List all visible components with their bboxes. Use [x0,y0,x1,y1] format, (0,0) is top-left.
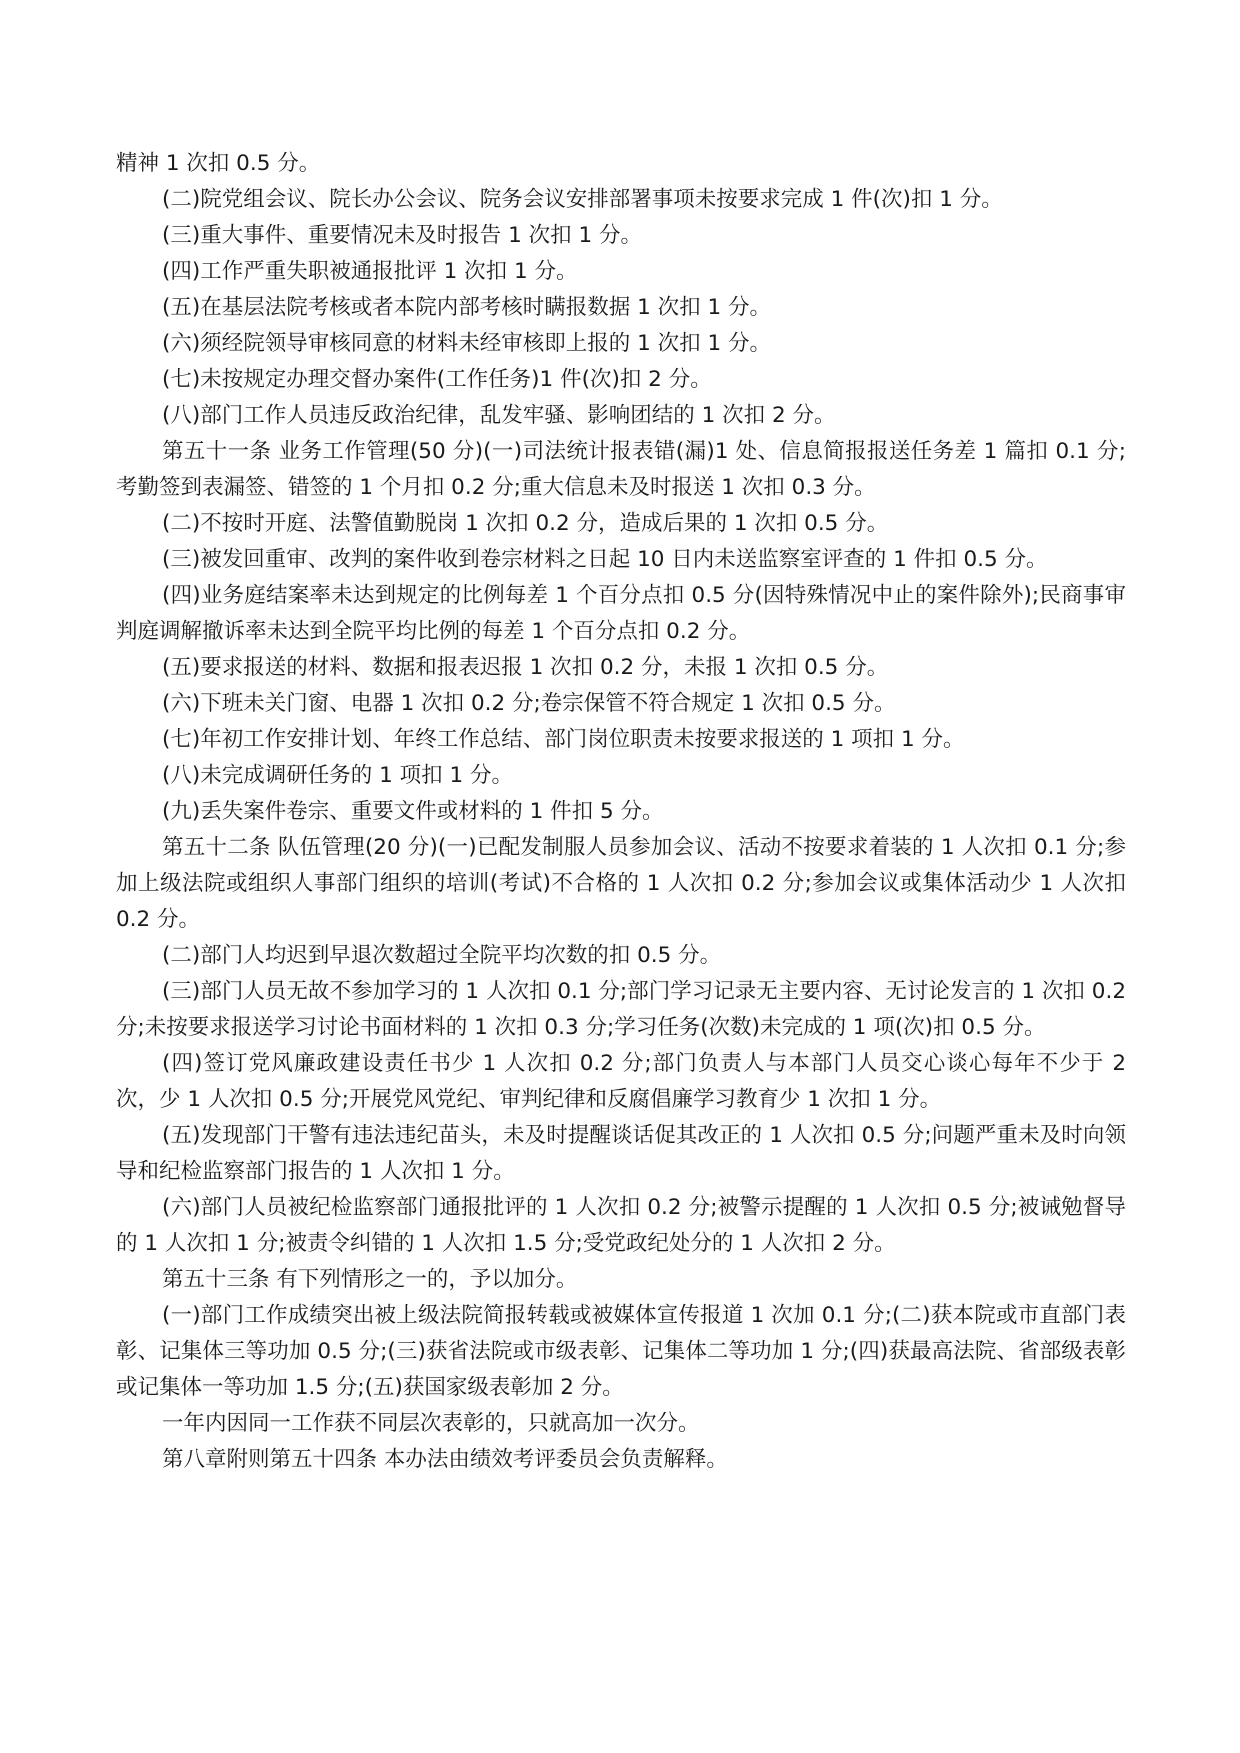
paragraph-item: (三)重大事件、重要情况未及时报告 1 次扣 1 分。 [162,223,642,248]
paragraph-item: (四)业务庭结案率未达到规定的比例每差 1 个百分点扣 0.5 分(因特殊情况中止的案件除外);民商事审判庭调解撤诉率未达到全院平均比例的每差 1 个百分点扣 0.2 分。 [116,583,1126,644]
article-51: 第五十一条 业务工作管理(50 分)(一)司法统计报表错(漏)1 处、信息简报报送任务差 1 篇扣 0.1 分;考勤签到表漏签、错签的 1 个月扣 0.2 分;重大信息未及时报送 1 次扣 0.3 分。 [116,439,1126,500]
document-body [116,146,1126,1478]
paragraph-item: (三)部门人员无故不参加学习的 1 人次扣 0.1 分;部门学习记录无主要内容、无讨论发言的 1 次扣 0.2 分;未按要求报送学习讨论书面材料的 1 次扣 0.3 分;学习任务(次数)未完成的 1 项(次)扣 0.5 分。 [116,979,1126,1040]
paragraph-item: (八)未完成调研任务的 1 项扣 1 分。 [162,763,513,788]
paragraph-item: (六)下班未关门窗、电器 1 次扣 0.2 分;卷宗保管不符合规定 1 次扣 0.5 分。 [162,691,896,716]
paragraph-continuation: 精神 1 次扣 0.5 分。 [116,151,321,176]
paragraph-item: (五)在基层法院考核或者本院内部考核时瞒报数据 1 次扣 1 分。 [162,295,771,320]
paragraph-item: (六)部门人员被纪检监察部门通报批评的 1 人次扣 0.2 分;被警示提醒的 1 人次扣 0.5 分;被诫勉督导的 1 人次扣 1 分;被责令纠错的 1 人次扣 1.5 分;受党政纪处分的 1 人次扣 2 分。 [116,1195,1126,1256]
paragraph-item: (七)未按规定办理交督办案件(工作任务)1 件(次)扣 2 分。 [162,367,712,392]
paragraph-item: (五)要求报送的材料、数据和报表迟报 1 次扣 0.2 分，未报 1 次扣 0.5 分。 [162,655,889,680]
article-54: 第八章附则第五十四条 本办法由绩效考评委员会负责解释。 [162,1447,728,1472]
paragraph-item: (八)部门工作人员违反政治纪律，乱发牢骚、影响团结的 1 次扣 2 分。 [162,403,836,428]
paragraph-item: (二)部门人均迟到早退次数超过全院平均次数的扣 0.5 分。 [162,943,722,968]
paragraph-item: 一年内因同一工作获不同层次表彰的，只就高加一次分。 [162,1411,700,1436]
paragraph-item: (四)签订党风廉政建设责任书少 1 人次扣 0.2 分;部门负责人与本部门人员交心谈心每年不少于 2 次，少 1 人次扣 0.5 分;开展党风党纪、审判纪律和反腐倡廉学习教育少 1 次扣 1 分。 [116,1051,1126,1112]
article-53: 第五十三条 有下列情形之一的，予以加分。 [162,1267,578,1292]
paragraph-item: (二)不按时开庭、法警值勤脱岗 1 次扣 0.2 分，造成后果的 1 次扣 0.5 分。 [162,511,889,536]
paragraph-item: (四)工作严重失职被通报批评 1 次扣 1 分。 [162,259,578,284]
paragraph-item: (五)发现部门干警有违法违纪苗头，未及时提醒谈话促其改正的 1 人次扣 0.5 分;问题严重未及时向领导和纪检监察部门报告的 1 人次扣 1 分。 [116,1123,1126,1184]
paragraph-item: (一)部门工作成绩突出被上级法院简报转载或被媒体宣传报道 1 次加 0.1 分;(二)获本院或市直部门表彰、记集体三等功加 0.5 分;(三)获省法院或市级表彰、记集体二等功加 1 分;(四)获最高法院、省部级表彰或记集体一等功加 1.5 分;(五)获国家级表彰加 2 分。 [116,1303,1126,1400]
paragraph-item: (二)院党组会议、院长办公会议、院务会议安排部署事项未按要求完成 1 件(次)扣 1 分。 [162,187,1003,212]
paragraph-item: (三)被发回重审、改判的案件收到卷宗材料之日起 10 日内未送监察室评查的 1 件扣 0.5 分。 [162,547,1048,572]
paragraph-item: (九)丢失案件卷宗、重要文件或材料的 1 件扣 5 分。 [162,799,664,824]
article-52: 第五十二条 队伍管理(20 分)(一)已配发制服人员参加会议、活动不按要求着装的 1 人次扣 0.1 分;参加上级法院或组织人事部门组织的培训(考试)不合格的 1 人次扣 0.2 分;参加会议或集体活动少 1 人次扣 0.2 分。 [116,835,1126,932]
paragraph-item: (七)年初工作安排计划、年终工作总结、部门岗位职责未按要求报送的 1 项扣 1 分。 [162,727,965,752]
paragraph-item: (六)须经院领导审核同意的材料未经审核即上报的 1 次扣 1 分。 [162,331,771,356]
